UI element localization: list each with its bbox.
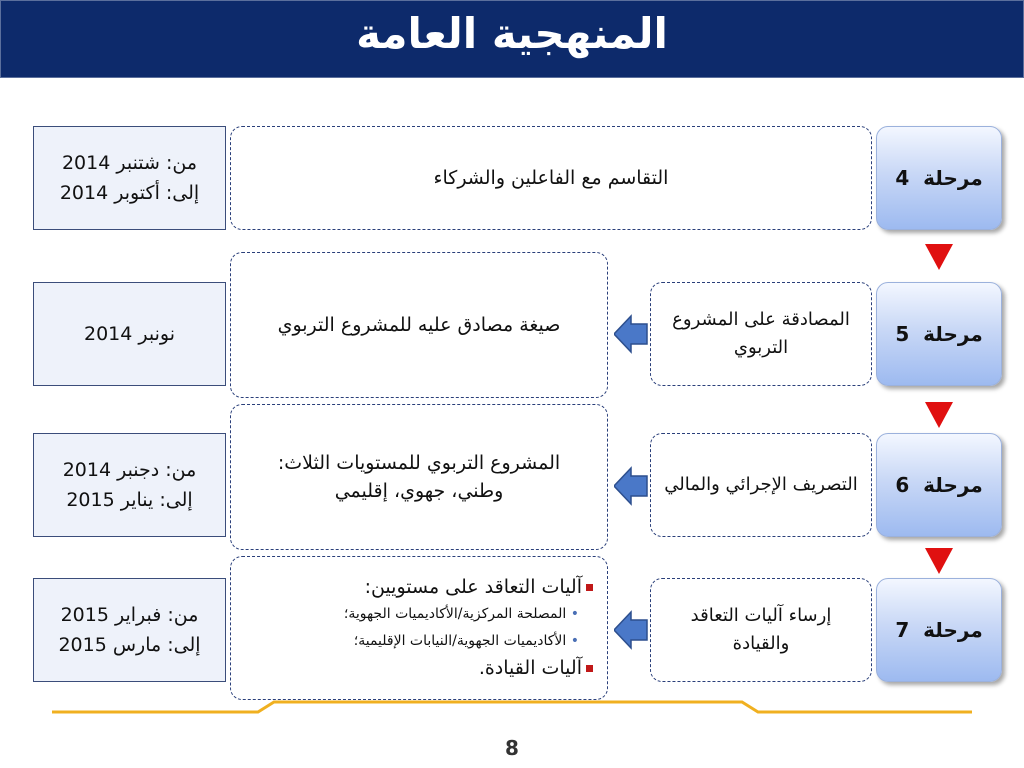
page-title: المنهجية العامة [356,8,668,58]
stage-6-box [876,433,1002,537]
bullet-sub [344,601,593,628]
stage-7-dates [33,578,226,682]
down-triangle-icon [925,548,953,574]
stage-4-dates [33,126,226,230]
dot-bullet-icon: • [570,606,579,622]
date-line: نونبر 2014 [84,323,176,345]
stage-number: 4 [895,166,910,190]
bullet-main [479,655,593,682]
date-line: من: فبراير 2015 [60,604,199,626]
output-line: وطني، جهوي، إقليمي [334,480,504,502]
stage-7-output [230,556,608,700]
activity-text: التصريف الإجرائي والمالي [664,474,858,495]
activity-text: التقاسم مع الفاعلين والشركاء [433,167,669,189]
bullet-text: الأكاديميات الجهوية/النيابات الإقليمية؛ [353,633,567,649]
stage-7-activity [650,578,872,682]
page-number: 8 [505,736,519,760]
stage-5-dates [33,282,226,386]
square-bullet-icon [586,584,593,591]
output-line: المشروع التربوي للمستويات الثلاث: [277,452,561,474]
stage-label: مرحلة [923,322,983,346]
stage-label: مرحلة [923,618,983,642]
bullet-main [365,574,593,601]
bullet-text: المصلحة المركزية/الأكاديميات الجهوية؛ [343,606,567,622]
date-line: إلى: يناير 2015 [66,489,193,511]
stage-6-dates [33,433,226,537]
date-line: إلى: أكتوبر 2014 [59,182,200,204]
date-line: إلى: مارس 2015 [58,634,201,656]
date-line: من: شتنبر 2014 [61,152,198,174]
activity-text: المصادقة على المشروع التربوي [672,309,850,358]
stage-7-box [876,578,1002,682]
left-arrow-icon [614,314,648,354]
stage-5-box [876,282,1002,386]
stage-6-output [230,404,608,550]
down-triangle-icon [925,402,953,428]
stage-label: مرحلة [923,166,983,190]
activity-text: إرساء آليات التعاقد والقيادة [690,605,832,654]
bullet-sub [354,628,593,655]
footer-decorative-line [52,700,972,720]
bullet-text: آليات القيادة. [478,657,582,679]
bullet-text: آليات التعاقد على مستويين: [364,576,582,598]
date-line: من: دجنبر 2014 [62,459,197,481]
stage-6-activity [650,433,872,537]
stage-number: 6 [895,473,910,497]
stage-label: مرحلة [923,473,983,497]
left-arrow-icon [614,610,648,650]
stage-4-activity [230,126,872,230]
dot-bullet-icon: • [570,633,579,649]
left-arrow-icon [614,466,648,506]
stage-number: 7 [895,618,910,642]
stage-number: 5 [895,322,910,346]
title-bar [0,0,1024,78]
stage-4-box [876,126,1002,230]
square-bullet-icon [586,665,593,672]
down-triangle-icon [925,244,953,270]
stage-5-activity [650,282,872,386]
stage-5-output [230,252,608,398]
output-text: صيغة مصادق عليه للمشروع التربوي [277,314,561,336]
